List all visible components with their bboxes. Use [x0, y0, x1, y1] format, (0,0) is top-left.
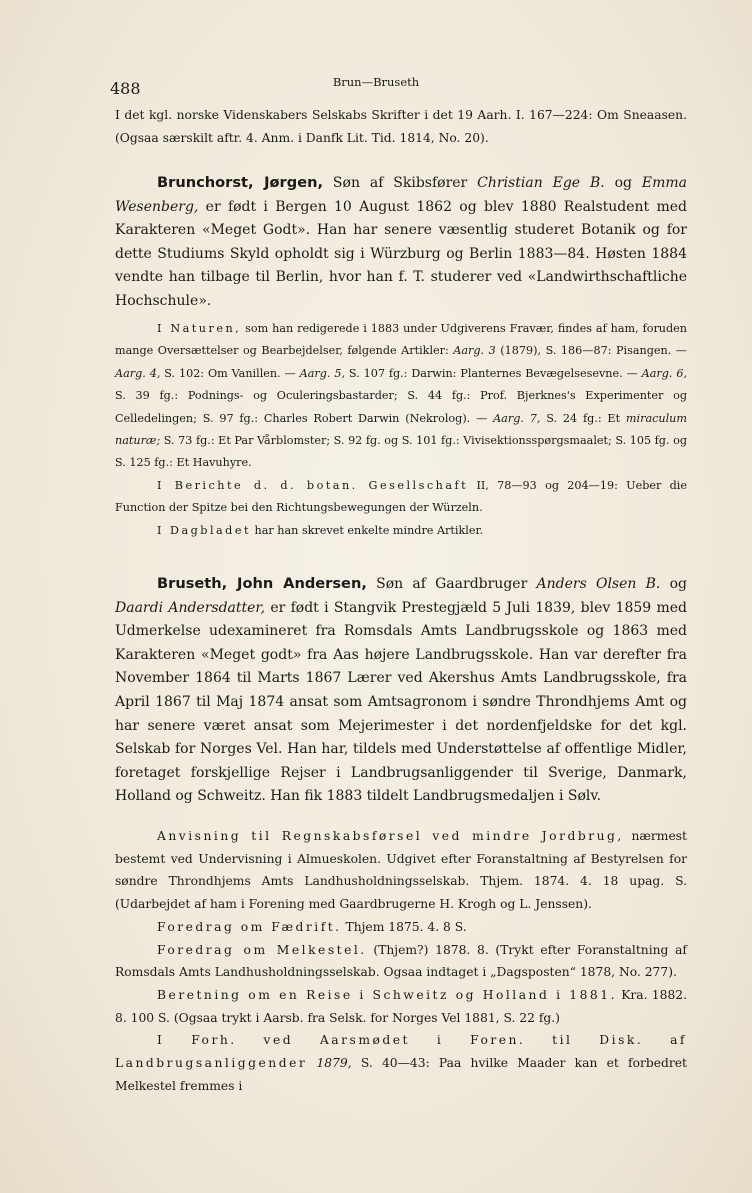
work-foredrag-melkestel: Foredrag om Melkestel. (Thjem?) 1878. 8. (Trykt efter Foranstaltning af Romsdals Amts Landhusholdningsselskab. Ogsaa indtaget i „Dagsposten“ 1878, No. 277). [115, 942, 687, 980]
brunchorst-biography: Brunchorst, Jørgen, Søn af Skibsfører Christian Ege B. og Emma Wesenberg, er født i Bergen 10 August 1862 og blev 1880 Realstudent med Karakteren «Meget Godt». Han har senere væsentlig studeret Botanik og for dette Studiums Skyld opholdt sig i Würzburg og Berlin 1883—84. Høsten 1884 vendte han tilbage til Berlin, hvor han f. T. studerer ved «Landwirthschaftliche Hochschule». [115, 174, 688, 309]
work-anvisning: Anvisning til Regnskabsførsel ved mindre Jordbrug, nærmest bestemt ved Undervisning i Almueskolen. Udgivet efter Foranstaltning af Bestyrelsen for søndre Throndhjems Amts Landhusholdningsselskab. Thjem. 1874. 4. 18 upag. S. (Udarbejdet af ham i Forening med Gaardbrugerne H. Krogh og L. Jenssen). [115, 829, 687, 912]
work-forhandlinger: I Forh. ved Aarsmødet i Foren. til Disk. af Landbrugsanliggender 1879, S. 40—43: Paa hvilke Maader kan et forbedret Melkestel fremmes i [115, 1033, 687, 1093]
work-foredrag-faedrift: Foredrag om Fædrift. Thjem 1875. 4. 8 S. [157, 919, 467, 934]
entry-bruseth [115, 572, 687, 809]
entry-name-brunchorst: Brunchorst, Jørgen, [157, 174, 324, 191]
work-beretning: Beretning om en Reise i Schweitz og Holland i 1881. Kra. 1882. 8. 100 S. (Ogsaa trykt i Aarsb. fra Selsk. for Norges Vel 1881, S. 22 fg.) [115, 987, 687, 1025]
works-naturen: I Naturen, som han redigerede i 1883 under Udgiverens Fravær, findes af ham, foruden mange Oversættelser og Bearbejdelser, følgende Artikler: Aarg. 3 (1879), S. 186—87: Pisangen. — Aarg. 4, S. 102: Om Vanillen. — Aarg. 5, S. 107 fg.: Darwin: Planternes Bevægelsesevne. — Aarg. 6, S. 39 fg.: Podnings- og Oculeringsbastarder; S. 44 fg.: Prof. Bjerknes's Experimenter og Celledelingen; S. 97 fg.: Charles Robert Darwin (Nekrolog). — Aarg. 7, S. 24 fg.: Et miraculum naturæ; S. 73 fg.: Et Par Vårblomster; S. 92 fg. og S. 101 fg.: Vivisektionsspørgsmaalet; S. 105 fg. og S. 125 fg.: Et Havuhyre. [115, 322, 688, 470]
bruseth-biography: Bruseth, John Andersen, Søn af Gaardbruger Anders Olsen B. og Daardi Andersdatter, er født i Stangvik Prestegjæld 5 Juli 1839, blev 1859 med Udmerkelse udexamineret fra Romsdals Amts Landbrugsskole og 1863 med Karakteren «Meget godt» fra Aas højere Landbrugsskole. Han var derefter fra November 1864 til Marts 1867 Lærer ved Akershus Amts Landbrugsskole, fra April 1867 til Maj 1874 ansat som Amtsagronom i søndre Throndhjems Amt og har senere været ansat som Mejerimester i det nordenfjeldske for det kgl. Selskab for Norges Vel. Han har, tildels med Understøttelse af offentlige Midler, foretaget forskjellige Rejser i Landbrugsanliggender til Sverige, Danmark, Holland og Schweitz. Han fik 1883 tildelt Landbrugsmedaljen i Sølv. [115, 575, 688, 805]
running-head: Brun—Bruseth [332, 75, 420, 89]
page-number: 488 [110, 79, 141, 98]
works-berichte: I Berichte d. d. botan. Gesellschaft II, 78—93 og 204—19: Ueber die Function der Spitze bei den Richtungsbewegungen der Würzeln. [115, 478, 687, 515]
works-dagbladet: I Dagbladet har han skrevet enkelte mindre Artikler. [157, 523, 484, 537]
page-header [0, 75, 752, 105]
top-entry [115, 104, 687, 149]
brunchorst-works [115, 318, 687, 542]
bruseth-works [115, 825, 687, 1097]
top-entry-text: I det kgl. norske Videnskabers Selskabs Skrifter i det 19 Aarh. I. 167—224: Om Sneaasen. (Ogsaa særskilt aftr. 4. Anm. i Danfk Lit. Tid. 1814, No. 20). [115, 108, 687, 145]
entry-brunchorst [115, 171, 687, 314]
entry-name-bruseth: Bruseth, John Andersen, [157, 575, 367, 592]
